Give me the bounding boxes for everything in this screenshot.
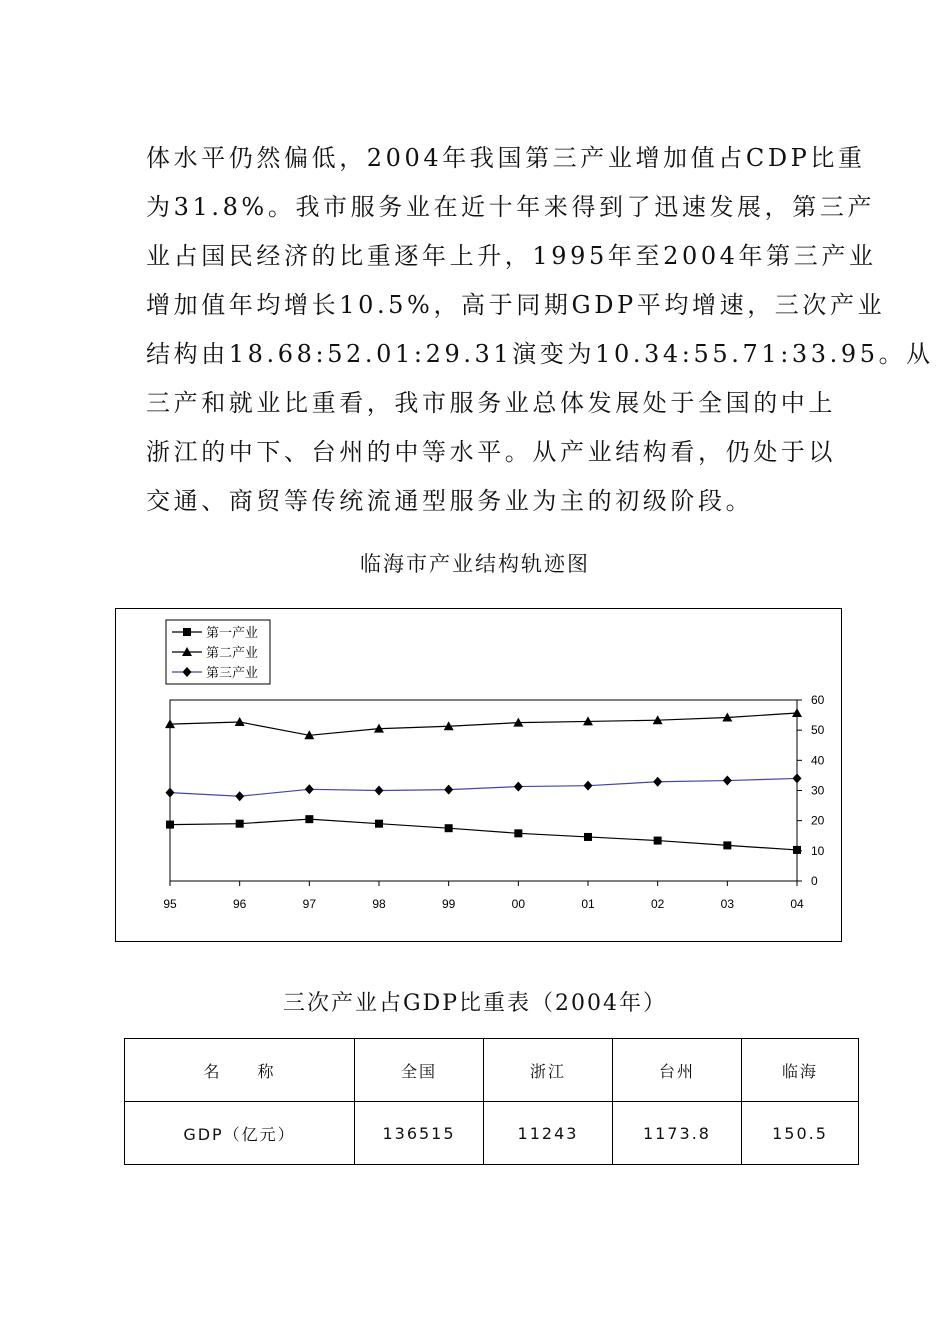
y-tick-label: 60 [811, 693, 825, 707]
data-point-square [514, 829, 522, 837]
data-point-triangle [792, 708, 802, 717]
data-point-diamond [653, 777, 662, 787]
x-tick-label: 98 [372, 897, 386, 911]
chart-frame [115, 608, 842, 942]
x-tick-label: 03 [720, 897, 735, 911]
data-point-diamond [444, 785, 453, 795]
paragraph-line: 增加值年均增长10.5%，高于同期GDP平均增速，三次产业 [146, 291, 886, 319]
data-point-square [305, 815, 313, 823]
table-cell: 11243 [484, 1102, 613, 1165]
paragraph-line: 业占国民经济的比重逐年上升，1995年至2004年第三产业 [146, 242, 877, 270]
paragraph-line: 结构由18.68:52.01:29.31演变为10.34:55.71:33.95。从 [146, 340, 934, 368]
header-cell: 临海 [742, 1039, 859, 1102]
x-tick-label: 97 [302, 897, 317, 911]
data-point-square [445, 824, 453, 832]
data-point-diamond [166, 788, 175, 798]
series-line-3 [170, 778, 797, 796]
header-cell: 名 称 [125, 1039, 355, 1102]
table-cell: GDP（亿元） [125, 1102, 355, 1165]
y-tick-label: 20 [811, 813, 825, 828]
paragraph-line: 浙江的中下、台州的中等水平。从产业结构看，仍处于以 [146, 438, 836, 466]
legend-label: 第二产业 [206, 646, 259, 661]
data-point-square [375, 820, 383, 828]
y-tick-label: 30 [811, 783, 825, 798]
data-point-diamond [584, 781, 593, 791]
legend-label: 第一产业 [206, 626, 259, 641]
x-tick-label: 02 [650, 897, 665, 911]
header-cell: 浙江 [484, 1039, 613, 1102]
data-point-square [584, 833, 592, 841]
data-point-square [166, 821, 174, 829]
series-line-2 [170, 713, 797, 735]
data-point-diamond [235, 791, 244, 801]
x-tick-label: 00 [511, 897, 526, 911]
x-tick-label: 99 [441, 897, 456, 911]
data-point-diamond [514, 782, 523, 792]
data-point-diamond [305, 784, 314, 794]
table-row [125, 1102, 859, 1165]
series-line-1 [170, 819, 797, 850]
x-tick-label: 95 [163, 897, 177, 911]
table-header-row [125, 1039, 859, 1102]
x-tick-label: 01 [581, 897, 595, 911]
y-tick-label: 50 [811, 723, 825, 738]
paragraph-line: 交通、商贸等传统流通型服务业为主的初级阶段。 [146, 487, 754, 515]
y-tick-label: 10 [811, 843, 825, 858]
data-point-square [793, 846, 801, 854]
legend-label: 第三产业 [206, 666, 259, 681]
y-tick-label: 0 [811, 874, 818, 888]
table-cell: 136515 [355, 1102, 484, 1165]
body-paragraph [146, 134, 934, 526]
paragraph-line: 为31.8%。我市服务业在近十年来得到了迅速发展，第三产 [146, 193, 876, 221]
gdp-share-table [124, 1038, 859, 1165]
data-point-diamond [793, 773, 802, 783]
data-point-square [236, 820, 244, 828]
legend-marker [183, 628, 191, 636]
paragraph-line: 三产和就业比重看，我市服务业总体发展处于全国的中上 [146, 389, 836, 417]
data-point-triangle [235, 717, 245, 726]
chart-title: 临海市产业结构轨迹图 [360, 552, 590, 576]
data-point-diamond [375, 786, 384, 796]
data-point-diamond [723, 776, 732, 786]
table-cell: 1173.8 [613, 1102, 742, 1165]
header-cell: 台州 [613, 1039, 742, 1102]
table-title: 三次产业占GDP比重表（2004年） [282, 991, 667, 1016]
paragraph-line: 体水平仍然偏低，2004年我国第三产业增加值占CDP比重 [146, 144, 866, 172]
data-point-square [723, 841, 731, 849]
table-cell: 150.5 [742, 1102, 859, 1165]
line-chart [116, 609, 841, 941]
x-tick-label: 96 [232, 897, 247, 911]
y-tick-label: 40 [811, 753, 825, 768]
x-tick-label: 04 [790, 897, 804, 911]
data-point-square [654, 837, 662, 845]
header-cell: 全国 [355, 1039, 484, 1102]
